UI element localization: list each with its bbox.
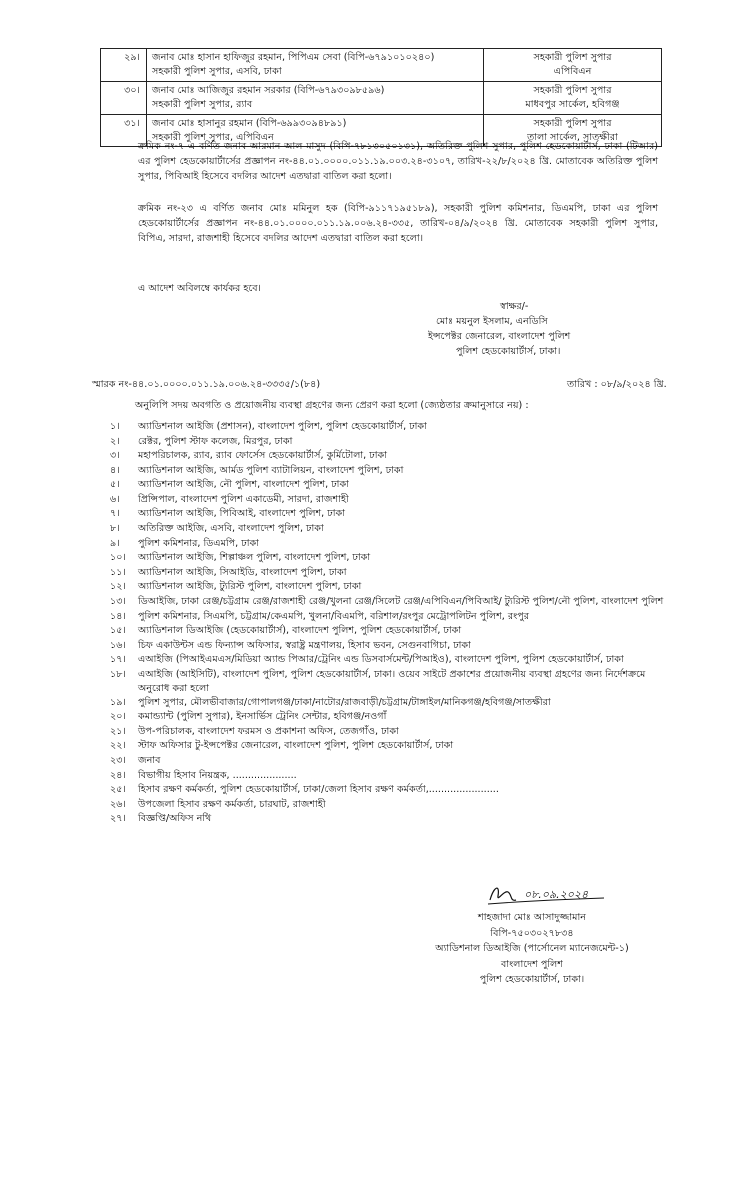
new-post-place: এপিবিএন: [553, 65, 592, 77]
effective-note: এ আদেশ অবিলম্বে কার্যকর হবে।: [138, 283, 261, 294]
distribution-item: [110, 449, 670, 464]
distribution-recipient: এআইজি (পিআইএমএস/মিডিয়া অ্যান্ড পিআর/ট্রেনিং এন্ড ডিসবার্সমেন্ট/পিআইও), বাংলাদেশ পুলিশ, পুলিশ হেডকোয়ার্টার্স, ঢাকা: [138, 654, 624, 666]
distribution-item: [110, 668, 670, 696]
ig-signature-block: [428, 300, 570, 359]
distribution-recipient: অ্যাডিশনাল আইজি, সিআইডি, বাংলাদেশ পুলিশ, ঢাকা: [138, 566, 347, 578]
distribution-recipient: অ্যাডিশনাল ডিআইজি (হেডকোয়ার্টার্স), বাংলাদেশ পুলিশ, পুলিশ হেডকোয়ার্টার্স, ঢাকা: [138, 625, 462, 637]
distribution-item: [110, 725, 670, 740]
new-post-place: মাধবপুর সার্কেল, হবিগঞ্জ: [525, 98, 620, 110]
distribution-number: ১২।: [110, 581, 126, 593]
signatory-name: মোঃ ময়নুল ইসলাম, এনডিসি: [436, 315, 548, 327]
distribution-recipient: প্রিন্সিপাল, বাংলাদেশ পুলিশ একাডেমী, সারদা, রাজশাহী: [138, 493, 349, 505]
distribution-item: [110, 420, 670, 435]
serial-number: ২৯।: [101, 49, 147, 82]
distribution-number: ১৩।: [110, 595, 126, 607]
table-row: [101, 49, 662, 82]
distribution-recipient: পুলিশ কমিশনার, ডিএমপি, ঢাকা: [138, 537, 259, 549]
new-post-title: সহকারী পুলিশ সুপার: [533, 117, 612, 129]
distribution-item: [110, 769, 670, 784]
distribution-item: [110, 464, 670, 479]
distribution-item: [110, 798, 670, 813]
distribution-number: ১৯।: [110, 696, 126, 708]
officer-name: জনাব মোঃ হাসান হাফিজুর রহমান, পিপিএম সেবা (বিপি-৬৭৯১০১০২৪০): [152, 52, 435, 63]
distribution-number: ১৪।: [110, 610, 126, 622]
officer-name: জনাব মোঃ হাসানুর রহমান (বিপি-৬৯৯৩০৯৪৮৯১): [152, 117, 347, 129]
serial-number: ৩১।: [101, 114, 147, 147]
distribution-item: [110, 580, 670, 595]
signatory-office: পুলিশ হেডকোয়ার্টার্স, ঢাকা।: [456, 345, 561, 357]
signatory-title: ইন্সপেক্টর জেনারেল, বাংলাদেশ পুলিশ: [428, 330, 571, 342]
handwritten-date: ০৮.০৯.২০২৪: [524, 888, 589, 901]
serial-number: ৩০।: [101, 81, 147, 114]
signatory-office: পুলিশ হেডকোয়ার্টার্স, ঢাকা।: [479, 974, 585, 986]
table-row: [101, 81, 662, 114]
distribution-item: [110, 696, 670, 711]
distribution-item: [110, 812, 670, 827]
distribution-recipient: অ্যাডিশনাল আইজি, ট্যুরিস্ট পুলিশ, বাংলাদেশ পুলিশ, ঢাকা: [138, 581, 362, 593]
distribution-item: [110, 653, 670, 668]
distribution-recipient: এআইজি (আইসিটি), বাংলাদেশ পুলিশ, পুলিশ হেডকোয়ার্টার্স, ঢাকা। ওয়েব সাইটে প্রকাশের প্রয়োজনীয় ব্যবস্থা গ্রহণের জন্য নির্দেশক্রমে অনুরোধ করা হলো: [138, 668, 646, 694]
signatory-bp-number: বিপি-৭৫০৩০২৭৮৩৪: [490, 927, 574, 939]
officer-name-cell: [147, 49, 484, 82]
distribution-number: ১৬।: [110, 639, 126, 651]
distribution-item: [110, 522, 670, 537]
distribution-item: [110, 478, 670, 493]
cancellation-paragraph-1: ক্রমিক নং-৭ এ বর্ণিত জনাব আরমান আল মাসুদ (বিপি-৭৮১৩০৫০১৩১), অতিরিক্ত পুলিশ সুপার, পুলিশ হেডকোয়ার্টার্স, ঢাকা (টিআর) এর পুলিশ হেডকোয়ার্টার্সের প্রজ্ঞাপন নং-৪৪.০১.০০০০.০১১.১৯.০০৩.২৪-৩১০৭, তারিখ-২২/৮/২০২৪ খ্রি. মোতাবেক অতিরিক্ত পুলিশ সুপার, পিবিআই হিসেবে বদলির আদেশ এতদ্বারা বাতিল করা হলো।: [138, 141, 658, 182]
officer-current-post: সহকারী পুলিশ সুপার, এপিবিএন: [152, 131, 274, 143]
distribution-number: ৬।: [110, 493, 120, 505]
distribution-number: ৮।: [110, 523, 120, 535]
distribution-recipient: ডিআইজি, ঢাকা রেঞ্জ/চট্টগ্রাম রেঞ্জ/রাজশাহী রেঞ্জ/খুলনা রেঞ্জ/সিলেট রেঞ্জ/এপিবিএন/পিবিআই/ ট্যুরিস্ট পুলিশ/নৌ পুলিশ, বাংলাদেশ পুলিশ: [138, 595, 664, 607]
new-post-cell: [484, 49, 662, 82]
distribution-item: [110, 783, 670, 798]
distribution-recipient: অতিরিক্ত আইজি, এসবি, বাংলাদেশ পুলিশ, ঢাকা: [138, 523, 324, 535]
distribution-number: ৩।: [110, 450, 120, 462]
officer-current-post: সহকারী পুলিশ সুপার, এসবি, ঢাকা: [152, 65, 282, 77]
distribution-item: [110, 639, 670, 654]
distribution-number: ২৫।: [110, 784, 126, 796]
distribution-list: [110, 420, 670, 827]
distribution-number: ৯।: [110, 537, 120, 549]
distribution-item: [110, 537, 670, 552]
new-post-title: সহকারী পুলিশ সুপার: [533, 84, 612, 96]
distribution-number: ২০।: [110, 711, 126, 723]
distribution-number: ২।: [110, 435, 120, 447]
memo-number: স্মারক নং-৪৪.০১.০০০০.০১১.১৯.০০৬.২৪-৩৩৩৫/১(৮৪): [92, 379, 321, 390]
distribution-recipient: চিফ একাউন্টস এন্ড ফিন্যান্স অফিসার, স্বরাষ্ট্র মন্ত্রণালয়, হিসাব ভবন, সেগুনবাগিচা, ঢাকা: [138, 639, 471, 651]
distribution-number: ১১।: [110, 566, 126, 578]
distribution-item: [110, 624, 670, 639]
signed-mark: স্বাক্ষর/-: [500, 301, 529, 312]
distribution-recipient: পুলিশ সুপার, মৌলভীবাজার/গোপালগঞ্জ/ঢাকা/নাটোর/রাজবাড়ী/চট্টগ্রাম/টাঙ্গাইল/মানিকগঞ্জ/হবিগঞ্জ/সাতক্ষীরা: [138, 696, 551, 708]
distribution-intro: অনুলিপি সদয় অবগতি ও প্রয়োজনীয় ব্যবস্থা গ্রহণের জন্য প্রেরণ করা হলো (জ্যেষ্ঠতার ক্রমানুসারে নয়) :: [135, 400, 529, 411]
distribution-recipient: জনাব: [138, 754, 161, 766]
distribution-number: ২১।: [110, 725, 126, 737]
new-post-cell: [484, 81, 662, 114]
distribution-recipient: রেক্টর, পুলিশ স্টাফ কলেজ, মিরপুর, ঢাকা: [138, 435, 293, 447]
distribution-recipient: হিসাব রক্ষণ কর্মকর্তা, পুলিশ হেডকোয়ার্টার্স, ঢাকা/জেলা হিসাব রক্ষণ কর্মকর্তা,.......................: [138, 784, 499, 796]
distribution-recipient: উপ-পরিচালক, বাংলাদেশ ফরমস ও প্রকাশনা অফিস, তেজগাঁও, ঢাকা: [138, 725, 399, 737]
distribution-recipient: অ্যাডিশনাল আইজি, পিবিআই, বাংলাদেশ পুলিশ, ঢাকা: [138, 508, 345, 520]
distribution-item: [110, 507, 670, 522]
signatory-organization: বাংলাদেশ পুলিশ: [501, 958, 563, 970]
distribution-recipient: উপজেলা হিসাব রক্ষণ কর্মকর্তা, চারঘাট, রাজশাহী: [138, 798, 326, 810]
distribution-item: [110, 566, 670, 581]
distribution-recipient: স্টাফ অফিসার টু-ইন্সপেক্টর জেনারেল, বাংলাদেশ পুলিশ, পুলিশ হেডকোয়ার্টার্স, ঢাকা: [138, 740, 454, 752]
addl-dig-signature-block: [432, 910, 632, 988]
distribution-recipient: অ্যাডিশনাল আইজি, শিল্পাঞ্চল পুলিশ, বাংলাদেশ পুলিশ, ঢাকা: [138, 552, 371, 564]
distribution-number: ২৬।: [110, 798, 126, 810]
distribution-number: ৫।: [110, 479, 120, 491]
officer-name-cell: [147, 81, 484, 114]
distribution-number: ৭।: [110, 508, 120, 520]
signatory-name: শাহজাদা মোঃ আসাদুজ্জামান: [478, 912, 586, 923]
distribution-number: ২৭।: [110, 813, 126, 825]
distribution-item: [110, 551, 670, 566]
distribution-number: ৪।: [110, 464, 120, 476]
distribution-item: [110, 710, 670, 725]
distribution-recipient: কমান্ড্যান্ট (পুলিশ সুপার), ইনসার্ভিস ট্রেনিং সেন্টার, হবিগঞ্জ/নওগাঁ: [138, 711, 387, 723]
posting-table: [100, 48, 662, 147]
distribution-item: [110, 754, 670, 769]
handwritten-signature: [484, 880, 614, 914]
signatory-title: অ্যাডিশনাল ডিআইজি (পার্সোনেল ম্যানেজমেন্ট-১): [435, 943, 629, 955]
distribution-number: ২৩।: [110, 754, 126, 766]
distribution-number: ১৮।: [110, 668, 126, 680]
new-post-place: তালা সার্কেল, সাতক্ষীরা: [527, 131, 618, 143]
distribution-number: ১০।: [110, 552, 126, 564]
distribution-number: ১৫।: [110, 625, 126, 637]
distribution-item: [110, 739, 670, 754]
cancellation-paragraph-2: ক্রমিক নং-২৩ এ বর্ণিত জনাব মোঃ মমিনুল হক (বিপি-৯১১৭১৯৫১৮৯), সহকারী পুলিশ কমিশনার, ডিএমপি, ঢাকা এর পুলিশ হেডকোয়ার্টার্সের প্রজ্ঞাপন নং-৪৪.০১.০০০০.০১১.১৯.০০৬.২৪-৩৩৫, তারিখ-০৪/৯/২০২৪ খ্রি. মোতাবেক সহকারী পুলিশ সুপার, বিপিএ, সারদা, রাজশাহী হিসেবে বদলির আদেশ এতদ্বারা বাতিল করা হলো।: [138, 203, 658, 244]
distribution-number: ২৪।: [110, 769, 126, 781]
distribution-recipient: পুলিশ কমিশনার, সিএমপি, চট্টগ্রাম/কেএমপি, খুলনা/বিএমপি, বরিশাল/রংপুর মেট্রোপলিটন পুলিশ, রংপুর: [138, 610, 530, 622]
distribution-recipient: বিভাগীয় হিসাব নিয়ন্ত্রক, .....................: [138, 769, 297, 781]
distribution-number: ১।: [110, 421, 120, 432]
distribution-number: ১৭।: [110, 654, 126, 666]
distribution-number: ২২।: [110, 740, 126, 752]
signature-scribble: [484, 880, 614, 914]
distribution-recipient: অ্যাডিশনাল আইজি, আর্মড পুলিশ ব্যাটালিয়ন, বাংলাদেশ পুলিশ, ঢাকা: [138, 464, 404, 476]
officer-current-post: সহকারী পুলিশ সুপার, র‍্যাব: [152, 98, 253, 110]
distribution-recipient: বিজ্ঞপ্তি/অফিস নথি: [138, 813, 212, 825]
distribution-item: [110, 493, 670, 508]
distribution-recipient: অ্যাডিশনাল আইজি (প্রশাসন), বাংলাদেশ পুলিশ, পুলিশ হেডকোয়ার্টার্স, ঢাকা: [138, 421, 427, 432]
distribution-item: [110, 610, 670, 625]
distribution-recipient: মহাপরিচালক, র‍্যাব, র‍্যাব ফোর্সেস হেডকোয়ার্টার্স, কুর্মিটোলা, ঢাকা: [138, 450, 387, 462]
memo-date: তারিখ : ০৮/৯/২০২৪ খ্রি.: [567, 379, 667, 390]
distribution-recipient: অ্যাডিশনাল আইজি, নৌ পুলিশ, বাংলাদেশ পুলিশ, ঢাকা: [138, 479, 349, 491]
new-post-title: সহকারী পুলিশ সুপার: [533, 52, 612, 63]
officer-name: জনাব মোঃ আজিজুর রহমান সরকার (বিপি-৬৭৯৩০৯৮৫৯৬): [152, 84, 385, 96]
distribution-item: [110, 595, 670, 610]
distribution-item: [110, 435, 670, 450]
